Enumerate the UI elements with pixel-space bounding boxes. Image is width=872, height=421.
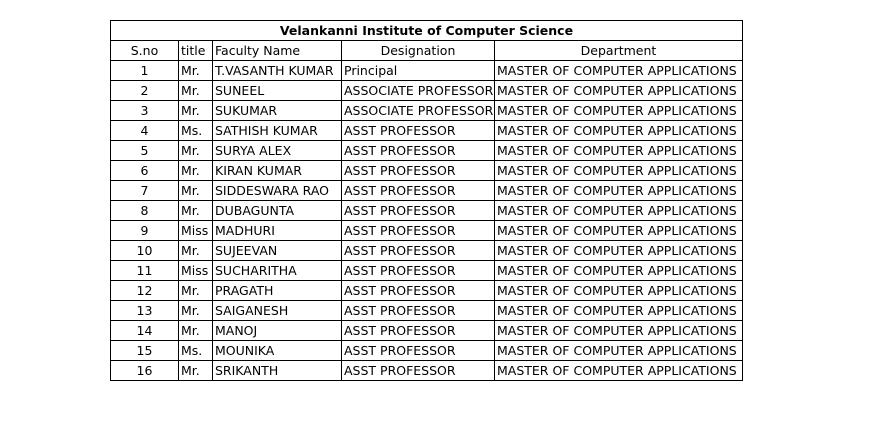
cell-faculty-name: MANOJ — [213, 321, 342, 341]
table-row — [111, 261, 743, 281]
cell-designation: ASST PROFESSOR — [342, 241, 495, 261]
cell-department: MASTER OF COMPUTER APPLICATIONS — [495, 361, 743, 381]
cell-sno: 3 — [111, 101, 179, 121]
cell-department: MASTER OF COMPUTER APPLICATIONS — [495, 321, 743, 341]
faculty-table — [110, 20, 743, 381]
cell-title: Mr. — [179, 321, 213, 341]
cell-title: Mr. — [179, 361, 213, 381]
cell-designation: ASST PROFESSOR — [342, 341, 495, 361]
cell-designation: Principal — [342, 61, 495, 81]
cell-title: Mr. — [179, 141, 213, 161]
cell-faculty-name: SUKUMAR — [213, 101, 342, 121]
cell-sno: 2 — [111, 81, 179, 101]
cell-faculty-name: DUBAGUNTA — [213, 201, 342, 221]
cell-faculty-name: T.VASANTH KUMAR — [213, 61, 342, 81]
cell-title: Mr. — [179, 61, 213, 81]
cell-faculty-name: SATHISH KUMAR — [213, 121, 342, 141]
header-title: title — [179, 41, 213, 61]
cell-title: Mr. — [179, 301, 213, 321]
table-row — [111, 301, 743, 321]
cell-designation: ASST PROFESSOR — [342, 321, 495, 341]
cell-sno: 1 — [111, 61, 179, 81]
cell-sno: 5 — [111, 141, 179, 161]
cell-department: MASTER OF COMPUTER APPLICATIONS — [495, 181, 743, 201]
table-row — [111, 121, 743, 141]
cell-designation: ASST PROFESSOR — [342, 121, 495, 141]
cell-designation: ASST PROFESSOR — [342, 301, 495, 321]
table-row — [111, 61, 743, 81]
table-row — [111, 141, 743, 161]
header-designation: Designation — [342, 41, 495, 61]
cell-department: MASTER OF COMPUTER APPLICATIONS — [495, 241, 743, 261]
cell-department: MASTER OF COMPUTER APPLICATIONS — [495, 261, 743, 281]
cell-sno: 9 — [111, 221, 179, 241]
table-row — [111, 361, 743, 381]
cell-sno: 12 — [111, 281, 179, 301]
header-sno: S.no — [111, 41, 179, 61]
cell-sno: 16 — [111, 361, 179, 381]
cell-department: MASTER OF COMPUTER APPLICATIONS — [495, 301, 743, 321]
cell-faculty-name: SUCHARITHA — [213, 261, 342, 281]
table-row — [111, 281, 743, 301]
header-faculty-name: Faculty Name — [213, 41, 342, 61]
cell-designation: ASSOCIATE PROFESSOR — [342, 101, 495, 121]
table-row — [111, 321, 743, 341]
cell-department: MASTER OF COMPUTER APPLICATIONS — [495, 61, 743, 81]
cell-sno: 7 — [111, 181, 179, 201]
table-row — [111, 181, 743, 201]
cell-sno: 11 — [111, 261, 179, 281]
cell-designation: ASST PROFESSOR — [342, 181, 495, 201]
cell-faculty-name: SIDDESWARA RAO — [213, 181, 342, 201]
cell-designation: ASST PROFESSOR — [342, 361, 495, 381]
cell-title: Miss — [179, 221, 213, 241]
cell-faculty-name: KIRAN KUMAR — [213, 161, 342, 181]
table-row — [111, 241, 743, 261]
sheet-title: Velankanni Institute of Computer Science — [111, 21, 743, 41]
table-row — [111, 101, 743, 121]
cell-title: Miss — [179, 261, 213, 281]
cell-sno: 10 — [111, 241, 179, 261]
header-row — [111, 41, 743, 61]
cell-faculty-name: SRIKANTH — [213, 361, 342, 381]
cell-title: Mr. — [179, 81, 213, 101]
cell-designation: ASST PROFESSOR — [342, 261, 495, 281]
cell-designation: ASST PROFESSOR — [342, 141, 495, 161]
cell-sno: 8 — [111, 201, 179, 221]
cell-faculty-name: SAIGANESH — [213, 301, 342, 321]
cell-faculty-name: SUNEEL — [213, 81, 342, 101]
cell-sno: 14 — [111, 321, 179, 341]
cell-faculty-name: MOUNIKA — [213, 341, 342, 361]
cell-department: MASTER OF COMPUTER APPLICATIONS — [495, 121, 743, 141]
cell-designation: ASST PROFESSOR — [342, 281, 495, 301]
cell-sno: 6 — [111, 161, 179, 181]
cell-department: MASTER OF COMPUTER APPLICATIONS — [495, 341, 743, 361]
cell-faculty-name: MADHURI — [213, 221, 342, 241]
cell-department: MASTER OF COMPUTER APPLICATIONS — [495, 281, 743, 301]
table-body — [111, 21, 743, 381]
cell-department: MASTER OF COMPUTER APPLICATIONS — [495, 201, 743, 221]
cell-designation: ASST PROFESSOR — [342, 221, 495, 241]
table-row — [111, 81, 743, 101]
table-row — [111, 221, 743, 241]
cell-title: Mr. — [179, 241, 213, 261]
cell-department: MASTER OF COMPUTER APPLICATIONS — [495, 141, 743, 161]
table-row — [111, 201, 743, 221]
cell-department: MASTER OF COMPUTER APPLICATIONS — [495, 221, 743, 241]
cell-title: Mr. — [179, 161, 213, 181]
cell-title: Mr. — [179, 281, 213, 301]
cell-title: Mr. — [179, 101, 213, 121]
cell-title: Mr. — [179, 201, 213, 221]
title-row — [111, 21, 743, 41]
cell-designation: ASST PROFESSOR — [342, 161, 495, 181]
table-row — [111, 341, 743, 361]
cell-title: Ms. — [179, 341, 213, 361]
cell-department: MASTER OF COMPUTER APPLICATIONS — [495, 101, 743, 121]
cell-designation: ASSOCIATE PROFESSOR — [342, 81, 495, 101]
table-row — [111, 161, 743, 181]
cell-sno: 15 — [111, 341, 179, 361]
cell-sno: 4 — [111, 121, 179, 141]
cell-title: Mr. — [179, 181, 213, 201]
cell-faculty-name: SURYA ALEX — [213, 141, 342, 161]
cell-title: Ms. — [179, 121, 213, 141]
header-department: Department — [495, 41, 743, 61]
cell-sno: 13 — [111, 301, 179, 321]
cell-department: MASTER OF COMPUTER APPLICATIONS — [495, 81, 743, 101]
cell-faculty-name: SUJEEVAN — [213, 241, 342, 261]
cell-designation: ASST PROFESSOR — [342, 201, 495, 221]
cell-department: MASTER OF COMPUTER APPLICATIONS — [495, 161, 743, 181]
cell-faculty-name: PRAGATH — [213, 281, 342, 301]
